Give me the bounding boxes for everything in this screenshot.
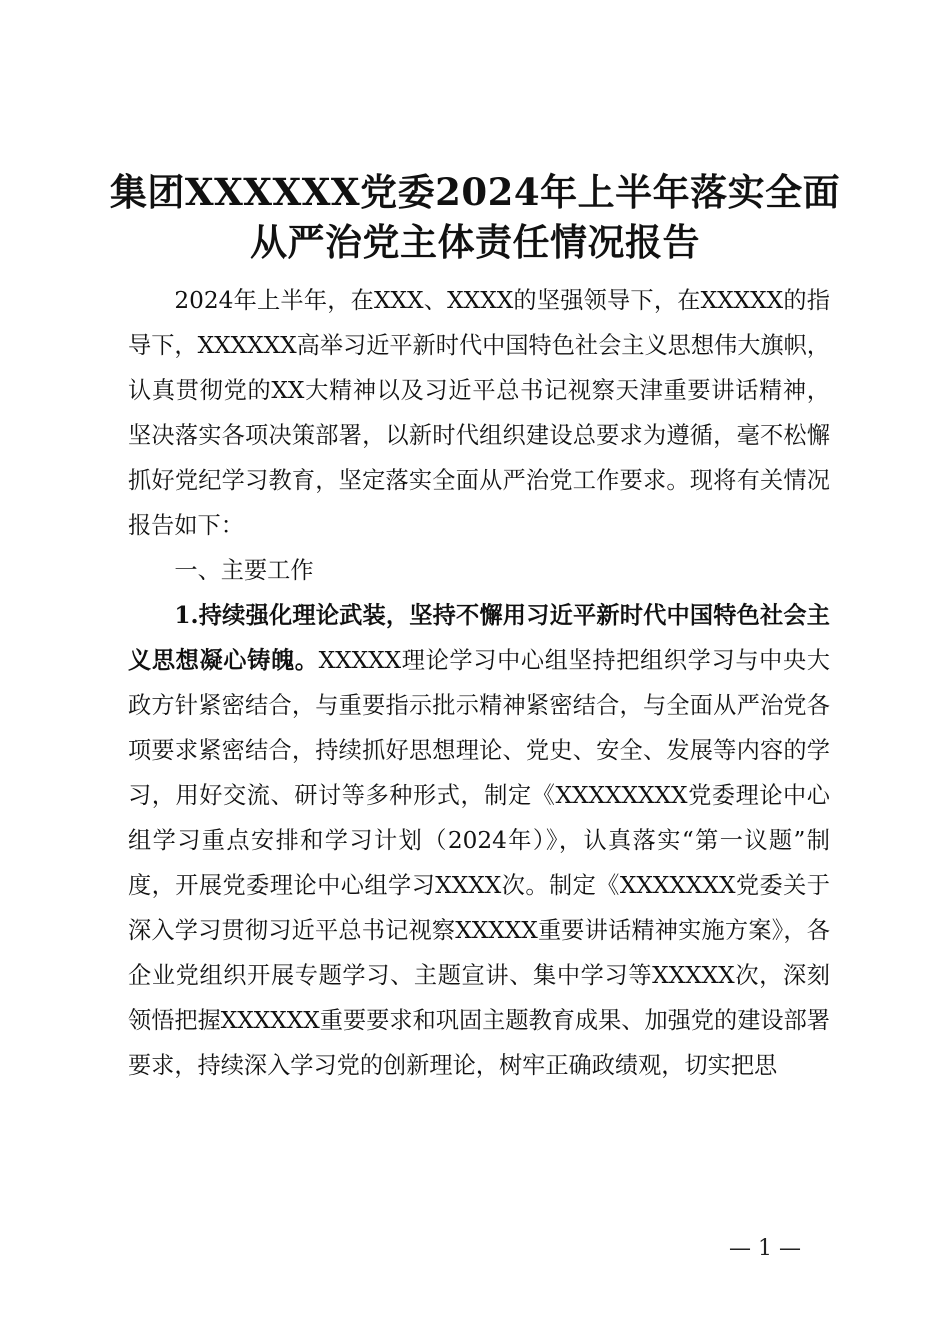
page-number: — 1 — [729, 1236, 801, 1261]
document-title-line-2: 从严治党主体责任情况报告 [250, 220, 700, 264]
intro-paragraph: 2024年上半年，在XXX、XXXX的坚强领导下，在XXXXX的指导下，XXXXXX高举习近平新时代中国特色社会主义思想伟大旗帜，认真贯彻党的XX大精神以及习近平总书记视察天津重要讲话精神，坚决落实各项决策部署，以新时代组织建设总要求为遵循，毫不松懈抓好党纪学习教育，坚定落实全面从严治党工作要求。现将有关情况报告如下： [128, 287, 830, 539]
section-heading: 一、主要工作 [174, 557, 314, 584]
item-paragraph [128, 593, 830, 1088]
item-heading: 1.持续强化理论武装，坚持不懈用习近平新时代中国特色社会主义思想凝心铸魄。 [128, 602, 830, 674]
document-body [128, 278, 830, 1088]
item-text: XXXXX理论学习中心组坚持把组织学习与中央大政方针紧密结合，与重要指示批示精神紧密结合，与全面从严治党各项要求紧密结合，持续抓好思想理论、党史、安全、发展等内容的学习，用好交流、研讨等多种形式，制定《XXXXXXXX党委理论中心组学习重点安排和学习计划（2024年）》，认真落实“第一议题”制度，开展党委理论中心组学习XXXX次。制定《XXXXXXX党委关于深入学习贯彻习近平总书记视察XXXXX重要讲话精神实施方案》，各企业党组织开展专题学习、主题宣讲、集中学习等XXXXX次，深刻领悟把握XXXXXX重要要求和巩固主题教育成果、加强党的建设部署要求，持续深入学习党的创新理论，树牢正确政绩观，切实把思 [128, 647, 830, 1079]
document-title-line-1: 集团XXXXXX党委2024年上半年落实全面 [109, 170, 841, 214]
